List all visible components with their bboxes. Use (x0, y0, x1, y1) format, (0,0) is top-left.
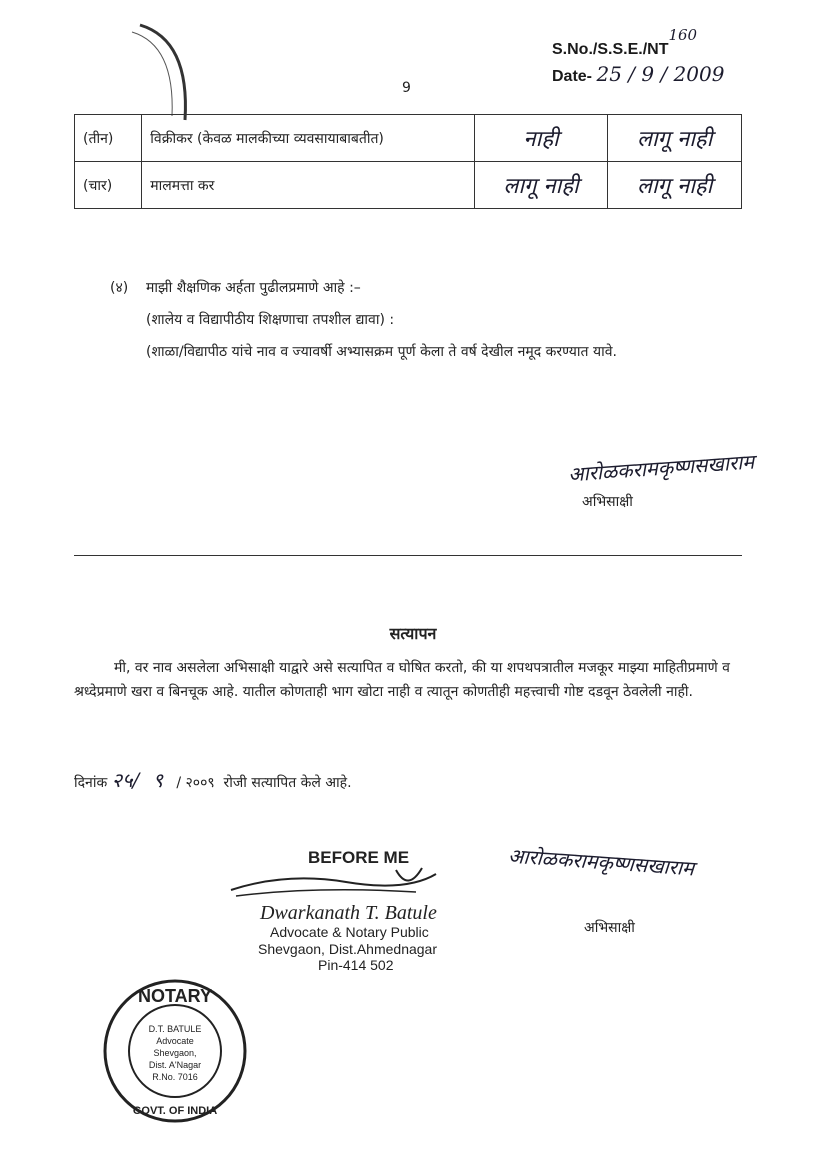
seal-line: Dist. A'Nagar (148, 1060, 202, 1070)
before-me-label: BEFORE ME (308, 848, 410, 867)
notary-address: Shevgaon, Dist.Ahmednagar (258, 941, 437, 957)
seal-line: R.No. 7016 (152, 1072, 198, 1082)
deponent-signature-2: आरोळकरामकृष्णसखाराम (507, 843, 695, 881)
education-line-3: (शाळा/विद्यापीठ यांचे नाव व ज्यावर्षी अभ्यासक्रम पूर्ण केला ते वर्ष देखील नमूद करण्यात यावे. (146, 344, 617, 360)
notary-name: Dwarkanath T. Batule (260, 902, 437, 924)
serial-number: 160 (668, 26, 698, 44)
reference-date: Date- 25 / 9 / 2009 (552, 62, 725, 86)
date-suffix: रोजी सत्यापित केले आहे. (223, 775, 352, 791)
serial-reference: S.No./S.S.E./NT160 (552, 26, 698, 58)
education-item-number: (४) (110, 280, 129, 296)
seal-line: D.T. BATULE (148, 1024, 202, 1034)
page-number: 9 (402, 80, 411, 96)
seal-line: Advocate (156, 1036, 194, 1046)
seal-title: NOTARY (138, 986, 212, 1006)
education-line-2: (शालेय व विद्यापीठीय शिक्षणाचा तपशील द्यावा) : (146, 312, 395, 328)
divider (74, 555, 742, 556)
row-value-1: लागू नाही (474, 162, 608, 209)
education-item (110, 278, 361, 297)
row-label: मालमत्ता कर (142, 162, 474, 209)
notary-pin: Pin-414 502 (318, 957, 394, 973)
row-value-2: लागू नाही (608, 115, 742, 162)
table-row (75, 115, 742, 162)
deponent-signature-1: आरोळकरामकृष्णसखाराम (567, 449, 755, 487)
notary-title: Advocate & Notary Public (270, 924, 429, 940)
deponent-label-2: अभिसाक्षी (584, 920, 635, 936)
education-line-1: माझी शैक्षणिक अर्हता पुढीलप्रमाणे आहे :– (146, 280, 361, 296)
date-label: दिनांक (74, 775, 108, 791)
verification-title: सत्यापन (389, 624, 437, 643)
row-number: (तीन) (75, 115, 142, 162)
seal-line: Shevgaon, (153, 1048, 197, 1058)
table-row (75, 162, 742, 209)
notary-signature (226, 862, 446, 902)
verification-body: मी, वर नाव असलेला अभिसाक्षी याद्वारे असे सत्यापित व घोषित करतो, की या शपथपत्रातील मजकूर माझ्या माहितीप्रमाणे व श्रध्देप्रमाणे खरा व बिनचूक आहे. यातील कोणताही भाग खोटा नाही व त्यातून कोणतीही महत्त्वाची गोष्ट दडवून ठेवलेली नाही. (74, 660, 730, 700)
tax-table (74, 114, 742, 209)
notary-seal (100, 976, 250, 1126)
row-value-2: लागू नाही (608, 162, 742, 209)
date-day: २५/ (111, 768, 140, 792)
row-number: (चार) (75, 162, 142, 209)
reference-date-value: 25 / 9 / 2009 (596, 62, 725, 86)
seal-ring-text: GOVT. OF INDIA (132, 1105, 218, 1117)
row-label: विक्रीकर (केवळ मालकीच्या व्यवसायाबाबतीत) (142, 115, 474, 162)
verification-date (74, 766, 352, 793)
deponent-label-1: अभिसाक्षी (582, 494, 633, 510)
date-year: / २००९ (176, 775, 215, 791)
date-month: ९ (152, 768, 163, 792)
row-value-1: नाही (474, 115, 608, 162)
